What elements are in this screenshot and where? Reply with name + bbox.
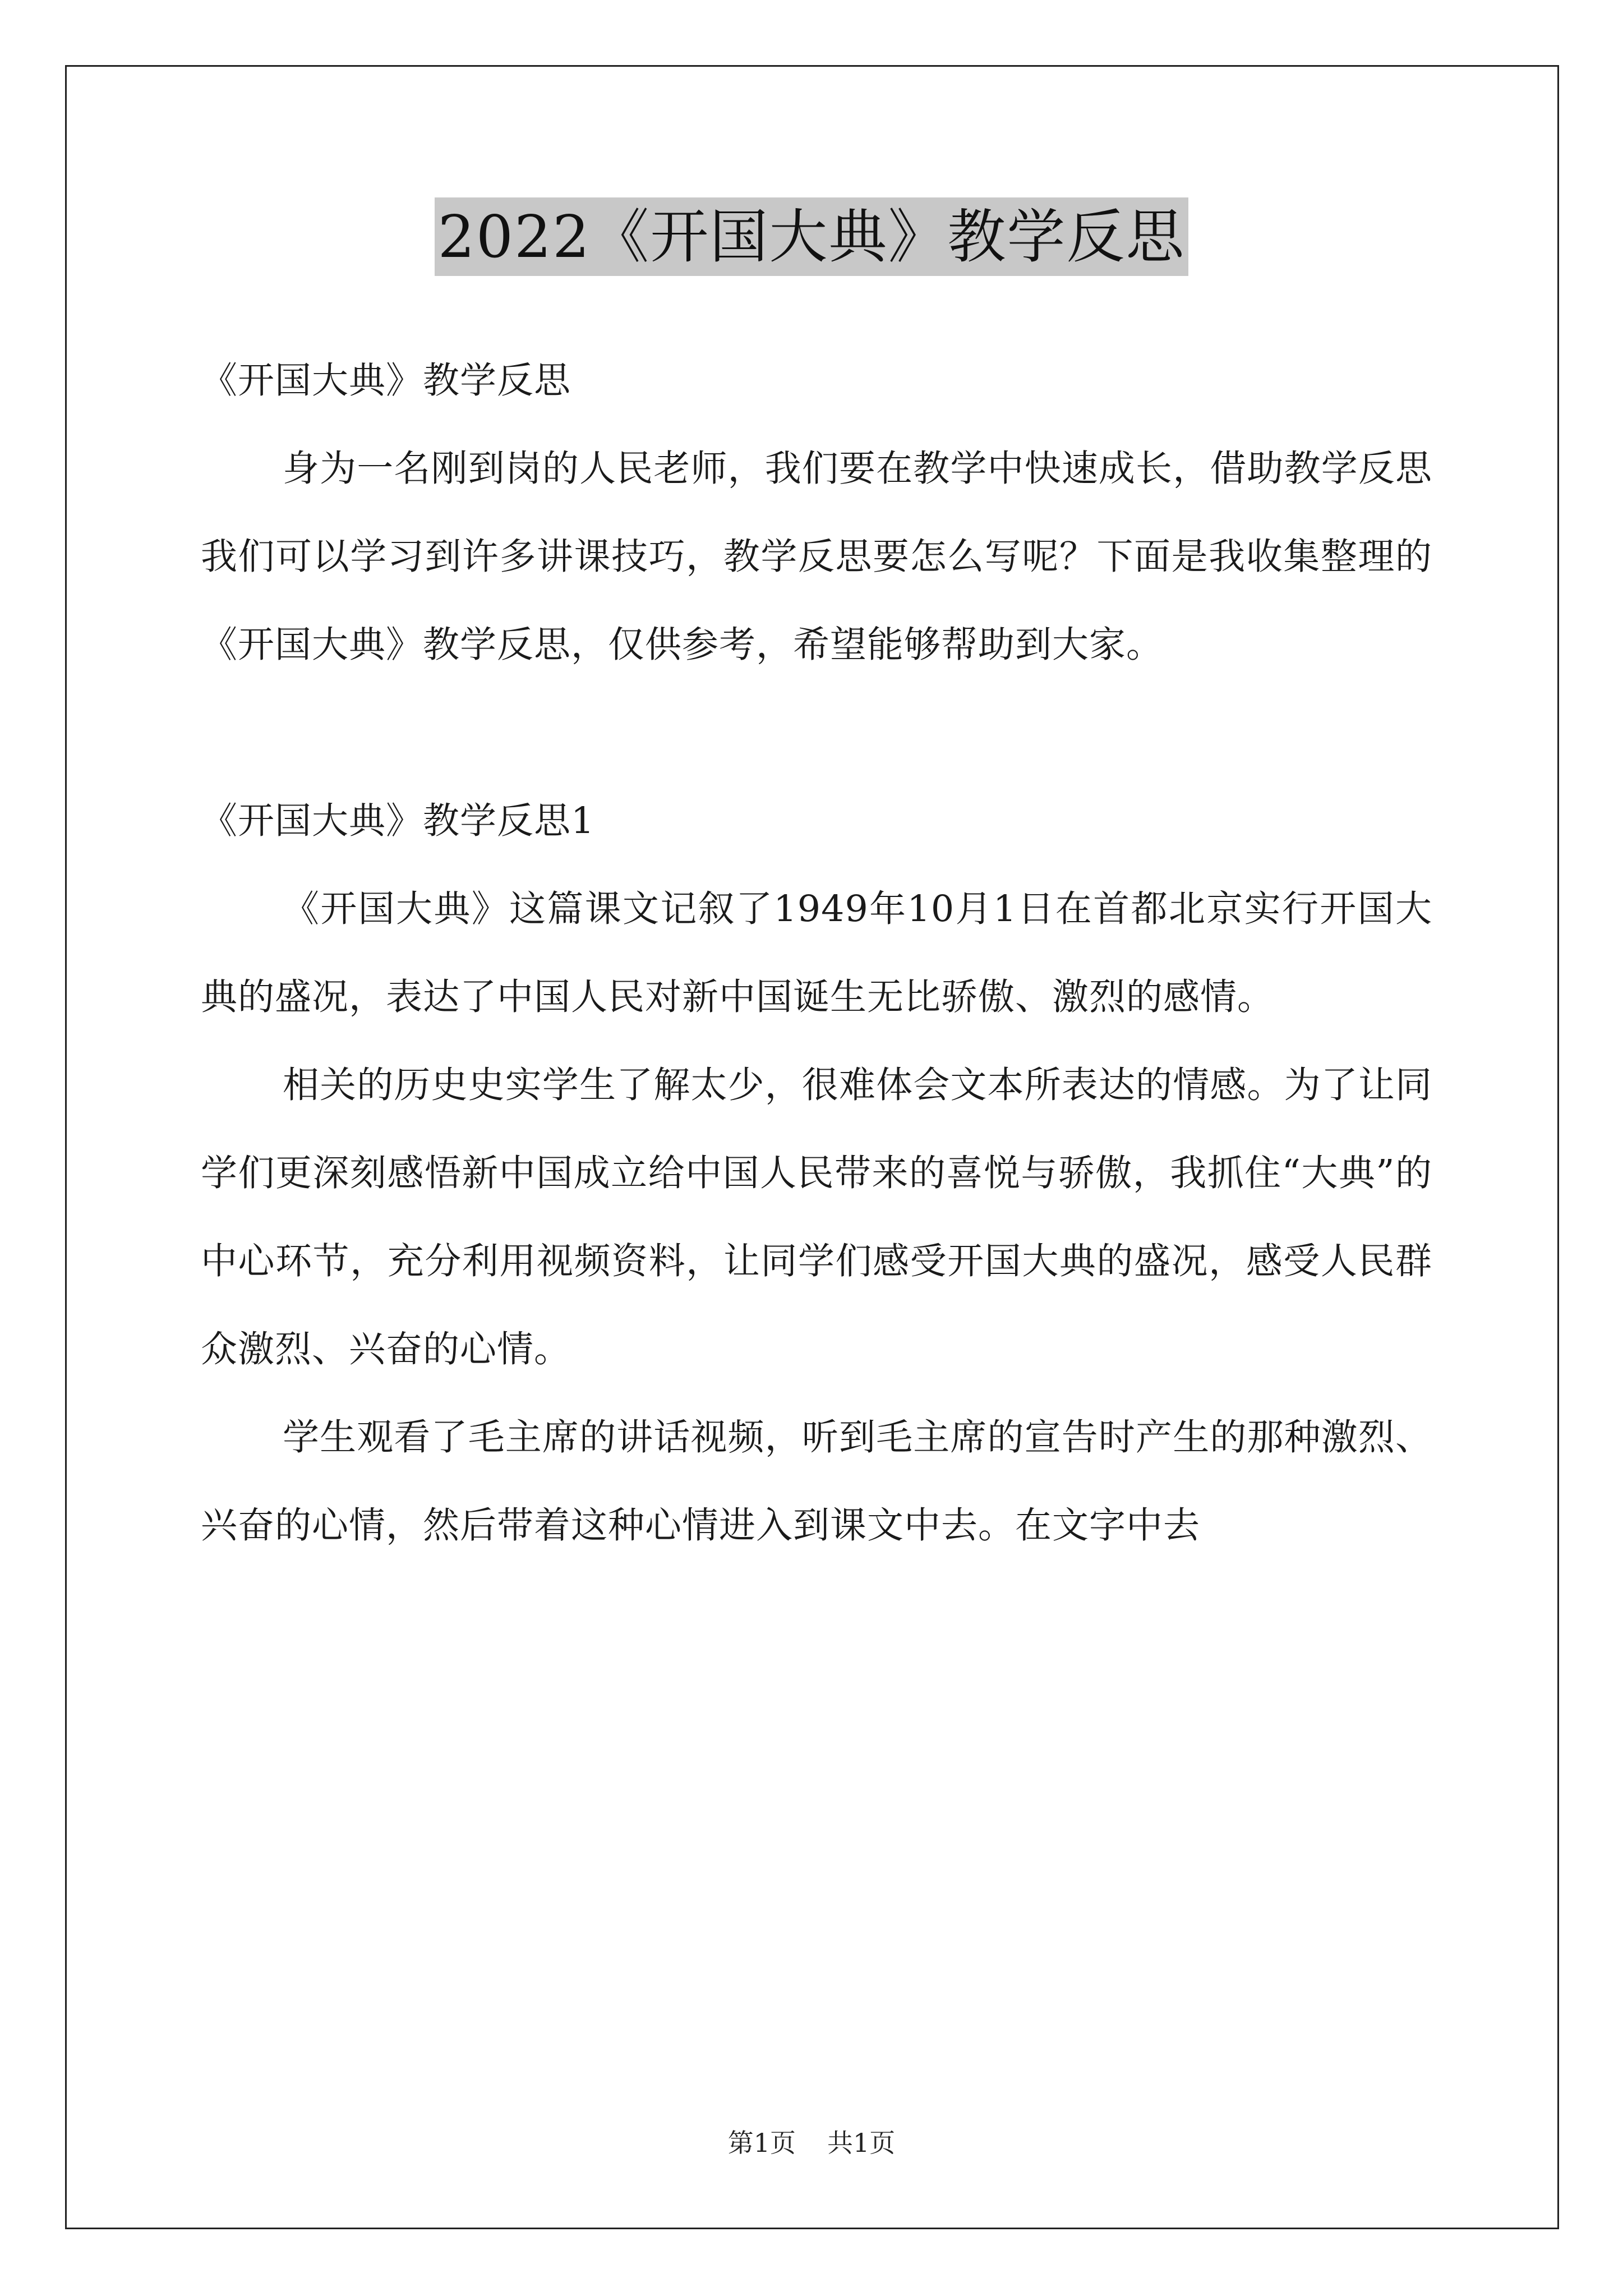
body-paragraph: 学生观看了毛主席的讲话视频，听到毛主席的宣告时产生的那种激烈、兴奋的心情，然后带着这种心情进入到课文中去。在文字中去: [201, 1416, 1432, 1547]
title-container: [0, 197, 1623, 276]
page-total: 共1页: [827, 2128, 896, 2158]
body-paragraph: 相关的历史史实学生了解太少，很难体会文本所表达的情感。为了让同学们更深刻感悟新中国成立给中国人民带来的喜悦与骄傲，我抓住“大典”的中心环节，充分利用视频资料，让同学们感受开国大典的盛况，感受人民群众激烈、兴奋的心情。: [201, 1064, 1432, 1370]
page-number: 第1页: [727, 2128, 796, 2158]
body-paragraph: 《开国大典》这篇课文记叙了1949年10月1日在首都北京实行开国大典的盛况，表达了中国人民对新中国诞生无比骄傲、激烈的感情。: [201, 888, 1432, 1018]
document-title: 2022《开国大典》教学反思: [435, 197, 1189, 276]
section-heading: 《开国大典》教学反思1: [201, 800, 595, 842]
intro-paragraph: 身为一名刚到岗的人民老师，我们要在教学中快速成长，借助教学反思我们可以学习到许多讲课技巧，教学反思要怎么写呢？下面是我收集整理的《开国大典》教学反思，仅供参考，希望能够帮助到大家。: [201, 448, 1432, 666]
page-footer: [0, 2126, 1623, 2160]
subtitle-heading: 《开国大典》教学反思: [201, 360, 571, 402]
document-body: [201, 337, 1432, 1570]
